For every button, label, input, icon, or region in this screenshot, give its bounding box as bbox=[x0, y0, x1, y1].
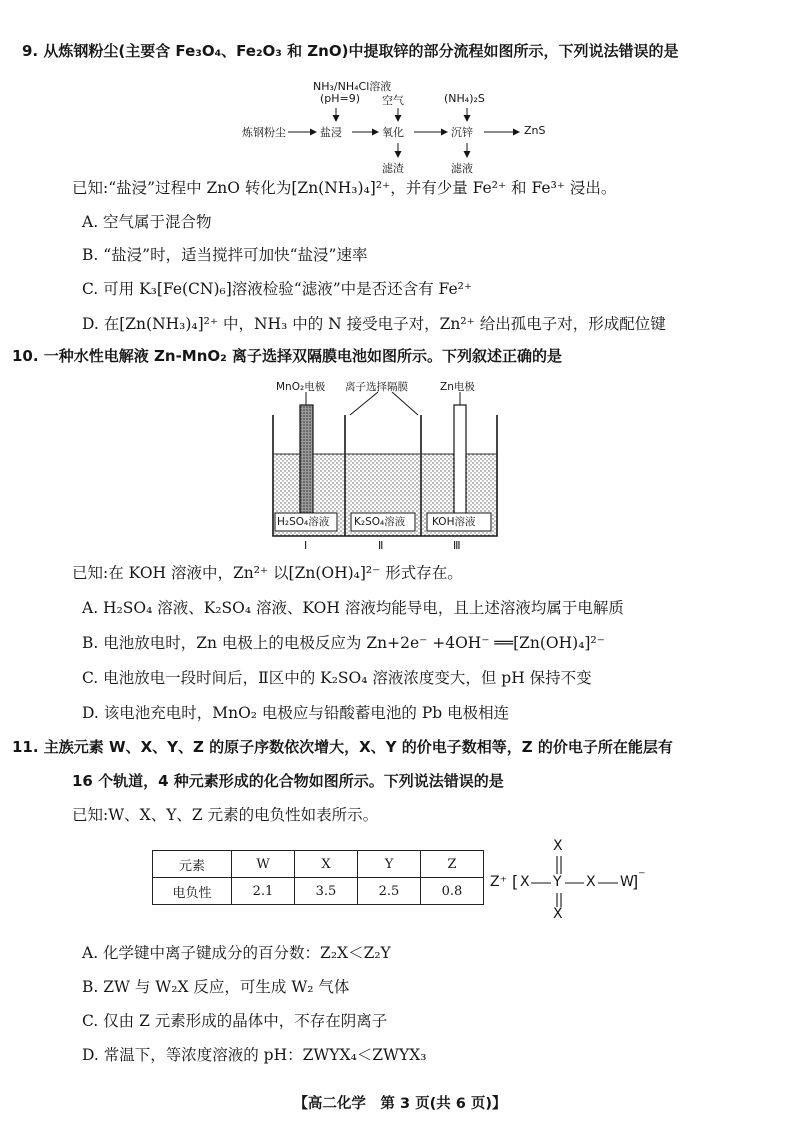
formula-w: W bbox=[620, 874, 634, 890]
flow-start: 炼钢粉尘 bbox=[242, 126, 286, 139]
formula-cation: Z⁺ bbox=[490, 874, 507, 890]
table-cell: X bbox=[295, 851, 358, 878]
label-zn-electrode: Zn电极 bbox=[440, 381, 475, 393]
q9-option-b: B. “盐浸”时，适当搅拌可加快“盐浸”速率 bbox=[82, 246, 368, 264]
formula-x-right: X bbox=[586, 874, 596, 890]
formula-open-bracket: [ bbox=[512, 872, 519, 891]
flow-step-precipitate: 沉锌 bbox=[451, 126, 473, 139]
q9-option-c: C. 可用 K₃[Fe(CN)₆]溶液检验“滤液”中是否还含有 Fe²⁺ bbox=[82, 280, 473, 298]
formula-charge: ⁻ bbox=[638, 868, 646, 884]
flow-waste-filtrate: 滤液 bbox=[451, 162, 473, 175]
flow-reagent2: 空气 bbox=[382, 94, 404, 107]
flow-step-leach: 盐浸 bbox=[320, 126, 342, 139]
q10-option-b: B. 电池放电时，Zn 电极上的电极反应为 Zn+2e⁻ +4OH⁻ ══[Zn(OH)₄]²⁻ bbox=[82, 634, 605, 652]
q10-option-d: D. 该电池充电时，MnO₂ 电极应与铅酸蓄电池的 Pb 电极相连 bbox=[82, 704, 510, 722]
q11-stem-line1: 11. 主族元素 W、X、Y、Z 的原子序数依次增大，X、Y 的价电子数相等，Z 的价电子所在能层有 bbox=[12, 738, 673, 756]
q10-option-a: A. H₂SO₄ 溶液、K₂SO₄ 溶液、KOH 溶液均能导电，且上述溶液均属于电解质 bbox=[82, 599, 624, 617]
table-cell: 2.5 bbox=[358, 878, 421, 905]
formula-y-center: Y bbox=[553, 874, 562, 890]
q11-option-b: B. ZW 与 W₂X 反应，可生成 W₂ 气体 bbox=[82, 978, 350, 996]
table-cell: 3.5 bbox=[295, 878, 358, 905]
table-cell: 电负性 bbox=[153, 878, 232, 905]
label-ion-membrane: 离子选择隔膜 bbox=[345, 381, 408, 393]
table-cell: 2.1 bbox=[232, 878, 295, 905]
label-zone-3: Ⅲ bbox=[453, 539, 461, 552]
table-cell: 0.8 bbox=[421, 878, 484, 905]
q11-option-d: D. 常温下，等浓度溶液的 pH：ZWYX₄＜ZWYX₃ bbox=[82, 1046, 427, 1064]
table-cell: W bbox=[232, 851, 295, 878]
table-cell: Z bbox=[421, 851, 484, 878]
formula-x-bottom: X bbox=[553, 906, 563, 922]
q10-option-c: C. 电池放电一段时间后，Ⅱ区中的 K₂SO₄ 溶液浓度变大，但 pH 保持不变 bbox=[82, 669, 592, 687]
table-cell: Y bbox=[358, 851, 421, 878]
q11-stem-line2: 16 个轨道，4 种元素形成的化合物如图所示。下列说法错误的是 bbox=[72, 772, 504, 790]
q11-known: 已知:W、X、Y、Z 元素的电负性如表所示。 bbox=[72, 806, 379, 824]
q10-stem: 10. 一种水性电解液 Zn-MnO₂ 离子选择双隔膜电池如图所示。下列叙述正确的是 bbox=[12, 347, 562, 365]
formula-x-top: X bbox=[553, 838, 563, 854]
flow-waste-residue: 滤渣 bbox=[382, 162, 404, 175]
label-zone-1: Ⅰ bbox=[304, 539, 308, 552]
q11-option-a: A. 化学键中离子键成分的百分数：Z₂X＜Z₂Y bbox=[82, 944, 391, 962]
q9-option-a: A. 空气属于混合物 bbox=[82, 213, 212, 231]
flow-product: ZnS bbox=[524, 124, 546, 137]
q9-stem: 9. 从炼钢粉尘(主要含 Fe₃O₄、Fe₂O₃ 和 ZnO)中提取锌的部分流程如图所示，下列说法错误的是 bbox=[22, 42, 679, 60]
q11-option-c: C. 仅由 Z 元素形成的晶体中，不存在阴离子 bbox=[82, 1012, 388, 1030]
label-mno2-electrode: MnO₂电极 bbox=[276, 381, 326, 393]
q9-known: 已知:“盐浸”过程中 ZnO 转化为[Zn(NH₃)₄]²⁺，并有少量 Fe²⁺ 和 Fe³⁺ 浸出。 bbox=[72, 179, 617, 197]
formula-x-left: X bbox=[520, 874, 530, 890]
q9-option-d: D. 在[Zn(NH₃)₄]²⁺ 中，NH₃ 中的 N 接受电子对，Zn²⁺ 给出孤电子对，形成配位键 bbox=[82, 315, 666, 333]
table-cell: 元素 bbox=[153, 851, 232, 878]
page-footer: 【高二化学 第 3 页(共 6 页)】 bbox=[293, 1096, 507, 1112]
formula-close-bracket: ] bbox=[632, 872, 639, 891]
label-sol-k2so4: K₂SO₄溶液 bbox=[354, 516, 406, 528]
label-zone-2: Ⅱ bbox=[378, 539, 384, 552]
label-sol-koh: KOH溶液 bbox=[432, 516, 476, 528]
flow-reagent1-line2: (pH=9) bbox=[320, 92, 361, 105]
flow-step-oxidize: 氧化 bbox=[382, 126, 404, 139]
flow-reagent3: (NH₄)₂S bbox=[444, 92, 485, 105]
label-sol-h2so4: H₂SO₄溶液 bbox=[277, 516, 330, 528]
flow-reagent1-line1: NH₃/NH₄Cl溶液 bbox=[313, 80, 392, 93]
q10-known: 已知:在 KOH 溶液中，Zn²⁺ 以[Zn(OH)₄]²⁻ 形式存在。 bbox=[72, 564, 463, 582]
